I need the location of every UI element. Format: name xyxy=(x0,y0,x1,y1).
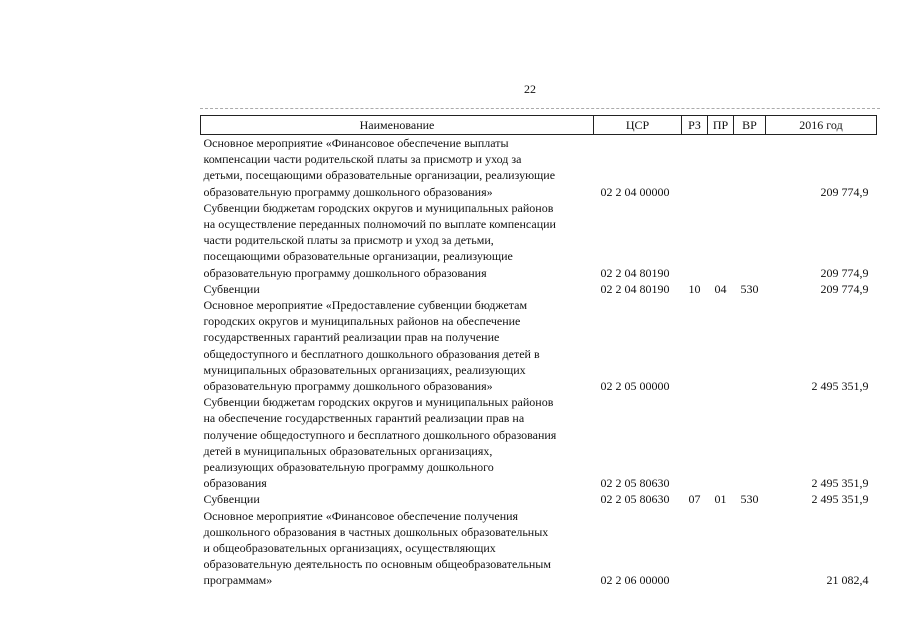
row-name-line: программам» xyxy=(203,573,273,588)
header-vr: ВР xyxy=(734,116,766,135)
row-amount: 2 495 351,9 xyxy=(811,476,869,491)
page-number: 22 xyxy=(524,82,536,96)
row-csr: 02 2 04 00000 xyxy=(600,184,670,199)
row-pr: 04 xyxy=(714,281,727,296)
row-name xyxy=(201,297,594,394)
row-name-line: получение общедоступного и бесплатного дошкольного образования xyxy=(203,427,557,442)
row-csr: 02 2 05 80630 xyxy=(600,492,670,507)
row-csr: 02 2 06 00000 xyxy=(600,573,670,588)
row-name-line: Субвенции бюджетам городских округов и муниципальных районов xyxy=(203,395,554,410)
row-name-line: на осуществление переданных полномочий по выплате компенсации xyxy=(203,217,556,232)
row-rz xyxy=(682,394,708,491)
budget-table xyxy=(200,115,877,589)
row-name-line: на обеспечение государственных гарантий реализации прав на xyxy=(203,411,525,426)
row-amount: 209 774,9 xyxy=(820,281,869,296)
row-name-line: городских округов и муниципальных районов на обеспечение xyxy=(203,314,521,329)
row-name-line: детей в муниципальных образовательных организациях, xyxy=(203,443,493,458)
header-amount: 2016 год xyxy=(766,116,877,135)
row-amount: 209 774,9 xyxy=(820,265,869,280)
row-rz: 10 xyxy=(688,281,701,296)
row-name-line: и общеобразовательных организациях, осуществляющих xyxy=(203,541,496,556)
row-name-line: государственных гарантий реализации прав на получение xyxy=(203,330,500,345)
header-name: Наименование xyxy=(201,116,594,135)
row-rz xyxy=(682,297,708,394)
row-csr: 02 2 05 00000 xyxy=(600,379,670,394)
row-name-line: муниципальных образовательных организациях, реализующих xyxy=(203,362,526,377)
row-name-line: Субвенции xyxy=(203,281,260,296)
row-name-line: образовательную программу дошкольного образования» xyxy=(203,184,493,199)
row-name-line: компенсации части родительской платы за присмотр и уход за xyxy=(203,152,522,167)
table-row xyxy=(201,281,877,297)
row-csr: 02 2 05 80630 xyxy=(600,476,670,491)
table-row xyxy=(201,394,877,491)
row-name-line: Субвенции xyxy=(203,492,260,507)
row-pr xyxy=(708,394,734,491)
budget-table-container xyxy=(200,115,876,589)
row-name xyxy=(201,508,594,589)
row-name xyxy=(201,491,594,507)
row-rz xyxy=(682,508,708,589)
row-amount: 2 495 351,9 xyxy=(811,379,869,394)
row-csr: 02 2 04 80190 xyxy=(600,281,670,296)
row-vr xyxy=(734,508,766,589)
table-row xyxy=(201,297,877,394)
row-vr: 530 xyxy=(740,492,759,507)
table-body xyxy=(201,135,877,589)
row-vr xyxy=(734,135,766,200)
row-rz xyxy=(682,135,708,200)
row-name-line: реализующих образовательную программу дошкольного xyxy=(203,460,494,475)
row-name-line: образовательную программу дошкольного образования xyxy=(203,265,487,280)
table-row xyxy=(201,200,877,281)
row-name xyxy=(201,281,594,297)
row-name-line: детьми, посещающими образовательные организации, реализующие xyxy=(203,168,556,183)
header-pr: ПР xyxy=(708,116,734,135)
row-pr xyxy=(708,135,734,200)
row-amount: 2 495 351,9 xyxy=(811,492,869,507)
row-pr xyxy=(708,297,734,394)
table-header-row xyxy=(201,116,877,135)
table-row xyxy=(201,491,877,507)
row-name-line: посещающими образовательные организации, реализующие xyxy=(203,249,513,264)
row-name-line: Основное мероприятие «Финансовое обеспечение получения xyxy=(203,508,519,523)
header-rz: РЗ xyxy=(682,116,708,135)
row-name-line: общедоступного и бесплатного дошкольного образования детей в xyxy=(203,346,540,361)
row-name xyxy=(201,135,594,200)
row-name-line: дошкольного образования в частных дошкольных образовательных xyxy=(203,524,549,539)
row-name-line: Основное мероприятие «Предоставление субвенции бюджетам xyxy=(203,298,528,313)
row-amount: 209 774,9 xyxy=(820,184,869,199)
scan-artifact-line xyxy=(200,108,880,109)
row-name-line: образовательную деятельность по основным общеобразовательным xyxy=(203,557,551,572)
row-pr: 01 xyxy=(714,492,727,507)
row-name-line: Субвенции бюджетам городских округов и муниципальных районов xyxy=(203,200,554,215)
row-vr xyxy=(734,200,766,281)
row-pr xyxy=(708,508,734,589)
row-rz xyxy=(682,200,708,281)
table-row xyxy=(201,508,877,589)
row-pr xyxy=(708,200,734,281)
row-vr xyxy=(734,297,766,394)
row-csr: 02 2 04 80190 xyxy=(600,265,670,280)
row-name-line: образования xyxy=(203,476,267,491)
row-vr: 530 xyxy=(740,281,759,296)
header-csr: ЦСР xyxy=(594,116,682,135)
row-name-line: образовательную программу дошкольного образования» xyxy=(203,379,493,394)
table-row xyxy=(201,135,877,200)
row-name-line: Основное мероприятие «Финансовое обеспечение выплаты xyxy=(203,136,509,150)
row-name xyxy=(201,394,594,491)
row-vr xyxy=(734,394,766,491)
row-name-line: части родительской платы за присмотр и уход за детьми, xyxy=(203,233,494,248)
row-amount: 21 082,4 xyxy=(826,573,869,588)
row-rz: 07 xyxy=(688,492,701,507)
row-name xyxy=(201,200,594,281)
